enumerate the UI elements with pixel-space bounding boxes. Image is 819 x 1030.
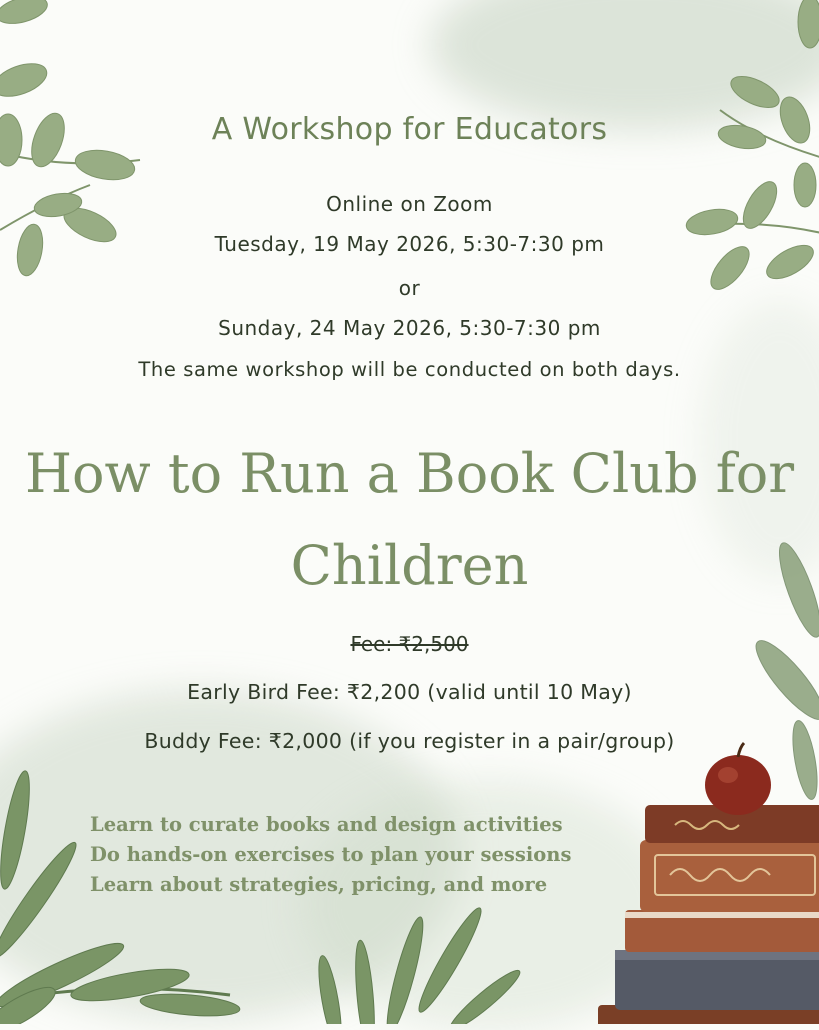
session-note: The same workshop will be conducted on both days.: [138, 358, 681, 381]
apple-icon: [705, 743, 771, 815]
book-stack-icon: [598, 805, 819, 1024]
highlight-item: Learn to curate books and design activities: [90, 813, 563, 836]
session-option-2: Sunday, 24 May 2026, 5:30-7:30 pm: [218, 316, 601, 340]
session-option-1: Tuesday, 19 May 2026, 5:30-7:30 pm: [214, 232, 605, 256]
highlight-item: Learn about strategies, pricing, and more: [90, 873, 548, 896]
early-bird-fee: Early Bird Fee: ₹2,200 (valid until 10 May): [187, 680, 632, 704]
fern-icon: [314, 904, 524, 1024]
highlights-list: [90, 810, 571, 900]
workshop-subtitle: A Workshop for Educators: [211, 112, 608, 147]
session-separator: or: [398, 276, 421, 300]
page-title: How to Run a Book Club for Children: [24, 442, 795, 597]
original-fee: Fee: ₹2,500: [350, 632, 469, 656]
buddy-fee: Buddy Fee: ₹2,000 (if you register in a pair/group): [144, 729, 675, 753]
platform-text: Online on Zoom: [326, 192, 493, 216]
highlight-item: Do hands-on exercises to plan your sessions: [90, 843, 572, 866]
